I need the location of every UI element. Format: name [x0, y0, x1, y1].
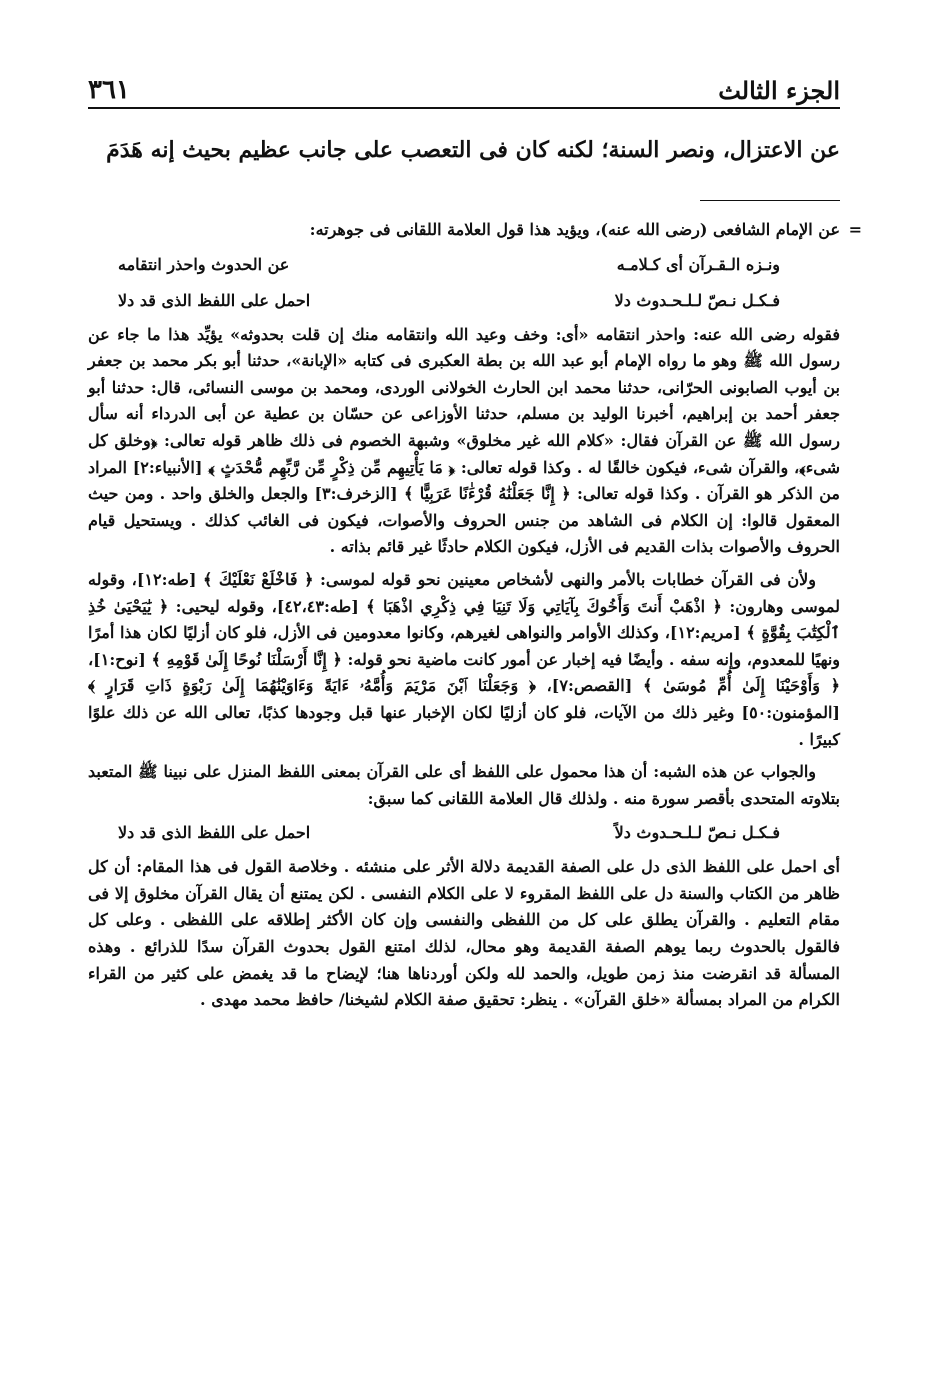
- footnote-paragraph-1: فقوله رضى الله عنه: واحذر انتقامه «أى: وخف وعيد الله وانتقامه منك إن قلت بحدوثه» يؤيِّد هذا ما جاء عن رسول الله ﷺ وهو ما رواه الإمام أبو عبد الله بن بطة العكبرى فى كتابه «الإبانة»، حدثنا أبو بكر محمد بن جعفر بن أيوب الصابونى الحرّانى، حدثنا محمد ابن الحارث الخولانى الوردى، ومحمد بن موسى النسائى، قال: حدثنا أبو جعفر أحمد بن إبراهيم، أخبرنا الوليد بن مسلم، حدثنا الأوزاعى عن حسّان بن عطية عن أبى الدرداء أنه سأل رسول الله ﷺ عن القرآن فقال: «كلام الله غير مخلوق» وشبهة الخصوم فى ذلك ظاهر قوله تعالى: ﴿وخلق كل شىء﴾، والقرآن شىء، فيكون خالقًا له . وكذا قوله تعالى: ﴿ مَا يَأْتِيهِم مِّن ذِكْرٍ مِّن رَّبِّهِم مُّحْدَثٍ ﴾ [الأنبياء:٢] المراد من الذكر هو القرآن . وكذا قوله تعالى: ﴿ إِنَّا جَعَلْنَٰهُ قُرْءَٰنًا عَرَبِيًّا ﴾ [الزخرف:٣] والجعل والخلق واحد . ومن حيث المعقول قالوا: إن الكلام فى الشاهد من جنس الحروف والأصوات، فيكون فى الغائب كذلك . ويستحيل قيام الحروف والأصوات بذات القديم فى الأزل، فيكون الكلام حادثًا غير قائم بذاته .: [88, 324, 841, 557]
- verse-2-second-hemistich: احمل على اللفظ الذى قد دلا: [118, 290, 311, 310]
- footnote-intro-text: عن الإمام الشافعى (رضى الله عنه)، ويؤيد هذا قول العلامة اللقانى فى جوهرته:: [309, 220, 840, 239]
- verse-line-1: [88, 250, 840, 280]
- verse-3-first-hemistich: فـكـل نـصّ لـلـحـدوث دلاً: [614, 823, 780, 843]
- footnote-paragraph-3: والجواب عن هذه الشبه: أن هذا محمول على اللفظ أى على القرآن بمعنى اللفظ المنزل على نبينا ﷺ المتعبد بتلاوته المتحدى بأقصر سورة منه . ولذلك قال العلامة اللقانى كما سبق:: [88, 762, 840, 808]
- running-title: الجزء الثالث: [718, 76, 840, 105]
- verse-3-second-hemistich: احمل على اللفظ الذى قد دلا: [118, 823, 311, 843]
- verse-line-3: [88, 818, 840, 848]
- main-text: عن الاعتزال، ونصر السنة؛ لكنه كان فى التعصب على جانب عظيم بحيث إنه هَدَمَ: [106, 137, 840, 163]
- verse-line-2: [88, 286, 840, 316]
- book-page: [88, 55, 862, 1355]
- footnote-divider: [700, 200, 840, 201]
- footnote-paragraph-2: ولأن فى القرآن خطابات بالأمر والنهى لأشخاص معينين نحو قوله لموسى: ﴿ فَاخْلَعْ نَعْلَيْكَ ﴾ [طه:١٢]، وقوله لموسى وهارون: ﴿ اذْهَبْ أَنتَ وَأَخُوكَ بِآيَاتِي وَلَا تَنِيَا فِي ذِكْرِي اذْهَبَا ﴾ [طه:٤٢،٤٣]، وقوله ليحيى: ﴿ يَٰيَحْيَىٰ خُذِ ٱلْكِتَٰبَ بِقُوَّةٍ ﴾ [مريم:١٢]، وكذلك الأوامر والنواهى لغيرهم، وكانوا معدومين فى الأزل، فلو كان أزليًا لكان هذا أمرًا ونهيًا للمعدوم، وإنه سفه . وأيضًا فيه إخبار عن أمور كانت ماضية نحو قوله: ﴿ إِنَّا أَرْسَلْنَا نُوحًا إِلَىٰ قَوْمِهِ ﴾ [نوح:١]، ﴿ وَأَوْحَيْنَا إِلَىٰ أُمِّ مُوسَىٰ ﴾ [القصص:٧]، ﴿ وَجَعَلْنَا ٱبْنَ مَرْيَمَ وَأُمَّهُۥ ءَايَةً وَءَاوَيْنَٰهُمَا إِلَىٰ رَبْوَةٍ ذَاتِ قَرَارٍ ﴾ [المؤمنون:٥٠] وغير ذلك من الآيات، فلو كان أزليًا لكان الإخبار عنها قبل وجودها كذبًا، تعالى الله عن ذلك علوًا كبيرًا .: [88, 569, 841, 749]
- page-header: [88, 55, 840, 109]
- verse-1-first-hemistich: ونـزه الـقـرآن أى كـلامـه: [616, 254, 780, 274]
- verse-2-first-hemistich: فـكـل نـصّ لـلـحـدوث دلا: [614, 290, 780, 310]
- verse-1-second-hemistich: عن الحدوث واحذر انتقامه: [118, 254, 290, 274]
- footnote-marker: =: [848, 220, 862, 239]
- page-number: ٣٦١: [88, 75, 130, 105]
- footnote-paragraph-4: أى احمل على اللفظ الذى دل على الصفة القديمة دلالة الأثر على منشئه . وخلاصة القول فى هذا المقام: أن كل ظاهر من الكتاب والسنة دل على اللفظ المقروء لا على الكلام النفسى . لكن يمتنع أن يقال القرآن مخلوق إلا فى مقام التعليم . والقرآن يطلق على كل من اللفظى والنفسى وإن كان الأكثر إطلاقه على اللفظى . وعلى كل فالقول بالحدوث ربما يوهم الصفة القديمة وهو محال، لذلك امتنع القول بحدوث القرآن سدًا للذرائع . وهذه المسألة قد انقرضت منذ زمن طويل، والحمد لله ولكن أوردناها هنا؛ لإيضاح ما قد يغمض على كثير من القراء الكرام من المراد بمسألة «خلق القرآن» . ينظر: تحقيق صفة الكلام لشيخنا/ حافظ محمد مهدى .: [88, 857, 840, 1010]
- footnote: [88, 217, 862, 1014]
- footnote-intro: [88, 217, 862, 244]
